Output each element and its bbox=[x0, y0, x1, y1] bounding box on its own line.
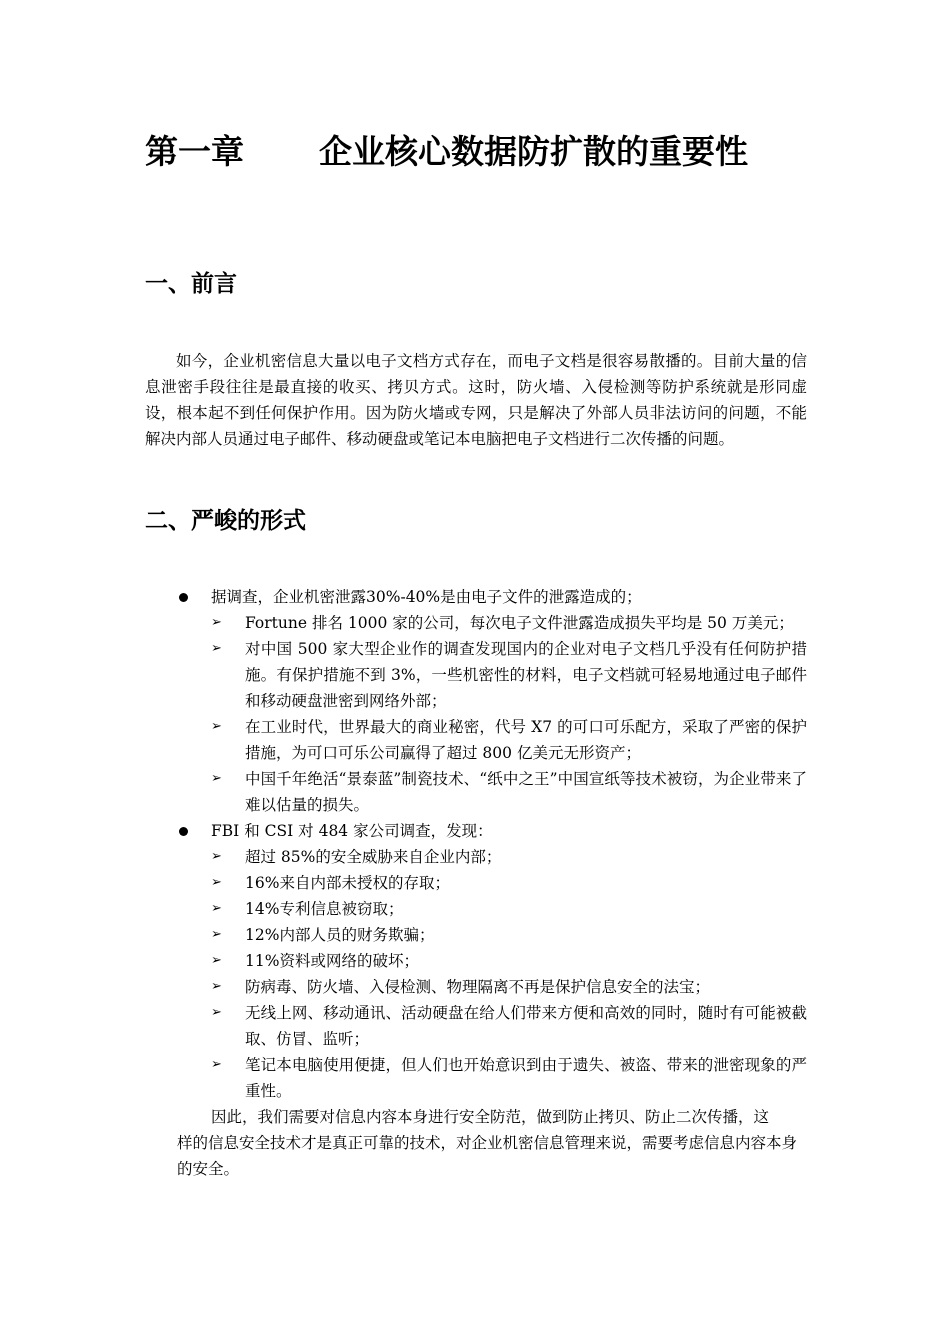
sub-list-item: ➢ 11%资料或网络的破坏； bbox=[145, 948, 807, 974]
section-heading-preface: 一、前言 bbox=[145, 271, 237, 297]
sub-list-item: ➢ 中国千年绝活“景泰蓝”制瓷技术、“纸中之王”中国宣纸等技术被窃，为企业带来了难以估量的损失。 bbox=[145, 766, 807, 818]
arrow-icon: ➢ bbox=[211, 1057, 222, 1072]
arrow-icon: ➢ bbox=[211, 641, 222, 656]
sub-list-item: ➢ Fortune 排名 1000 家的公司，每次电子文件泄露造成损失平均是 50 万美元； bbox=[145, 610, 807, 636]
sub-list-item: ➢ 超过 85%的安全威胁来自企业内部； bbox=[145, 844, 807, 870]
arrow-icon: ➢ bbox=[211, 953, 222, 968]
survey-list bbox=[145, 584, 807, 1182]
sub-list-item: ➢ 12%内部人员的财务欺骗； bbox=[145, 922, 807, 948]
chapter-title bbox=[145, 130, 748, 174]
arrow-icon: ➢ bbox=[211, 615, 222, 630]
arrow-icon: ➢ bbox=[211, 1005, 222, 1020]
arrow-icon: ➢ bbox=[211, 927, 222, 942]
arrow-icon: ➢ bbox=[211, 849, 222, 864]
sub-list-item: ➢ 在工业时代，世界最大的商业秘密，代号 X7 的可口可乐配方，采取了严密的保护措施，为可口可乐公司赢得了超过 800 亿美元无形资产； bbox=[145, 714, 807, 766]
sub-list-item: ➢ 14%专利信息被窃取； bbox=[145, 896, 807, 922]
sub-list-item: ➢ 16%来自内部未授权的存取； bbox=[145, 870, 807, 896]
list-item: 据调查，企业机密泄露30%-40%是由电子文件的泄露造成的； bbox=[145, 584, 807, 610]
conclusion-line-2: 样的信息安全技术才是真正可靠的技术，对企业机密信息管理来说，需要考虑信息内容本身的安全。 bbox=[177, 1134, 798, 1178]
conclusion-line-1: 因此，我们需要对信息内容本身进行安全防范，做到防止拷贝、防止二次传播，这 bbox=[211, 1108, 770, 1126]
bullet-icon bbox=[179, 593, 188, 602]
arrow-icon: ➢ bbox=[211, 901, 222, 916]
section-heading-situation: 二、严峻的形式 bbox=[145, 508, 306, 534]
arrow-icon: ➢ bbox=[211, 719, 222, 734]
chapter-title-text: 企业核心数据防扩散的重要性 bbox=[319, 132, 748, 171]
arrow-icon: ➢ bbox=[211, 979, 222, 994]
list-item: FBI 和 CSI 对 484 家公司调查，发现： bbox=[145, 818, 807, 844]
arrow-icon: ➢ bbox=[211, 771, 222, 786]
sub-list-item: ➢ 笔记本电脑使用便捷，但人们也开始意识到由于遗失、被盗、带来的泄密现象的严重性。 bbox=[145, 1052, 807, 1104]
sub-list-item: ➢ 无线上网、移动通讯、活动硬盘在给人们带来方便和高效的同时，随时有可能被截取、仿冒、监听； bbox=[145, 1000, 807, 1052]
sub-list-item: ➢ 防病毒、防火墙、入侵检测、物理隔离不再是保护信息安全的法宝； bbox=[145, 974, 807, 1000]
chapter-number: 第一章 bbox=[145, 132, 244, 171]
arrow-icon: ➢ bbox=[211, 875, 222, 890]
sub-list-item: ➢ 对中国 500 家大型企业作的调查发现国内的企业对电子文档几乎没有任何防护措施。有保护措施不到 3%，一些机密性的材料，电子文档就可轻易地通过电子邮件和移动硬盘泄密到网络外部； bbox=[145, 636, 807, 714]
intro-paragraph: 如今，企业机密信息大量以电子文档方式存在，而电子文档是很容易散播的。目前大量的信息泄密手段往往是最直接的收买、拷贝方式。这时，防火墙、入侵检测等防护系统就是形同虚设，根本起不到任何保护作用。因为防火墙或专网，只是解决了外部人员非法访问的问题，不能解决内部人员通过电子邮件、移动硬盘或笔记本电脑把电子文档进行二次传播的问题。 bbox=[145, 352, 807, 448]
bullet-icon bbox=[179, 827, 188, 836]
